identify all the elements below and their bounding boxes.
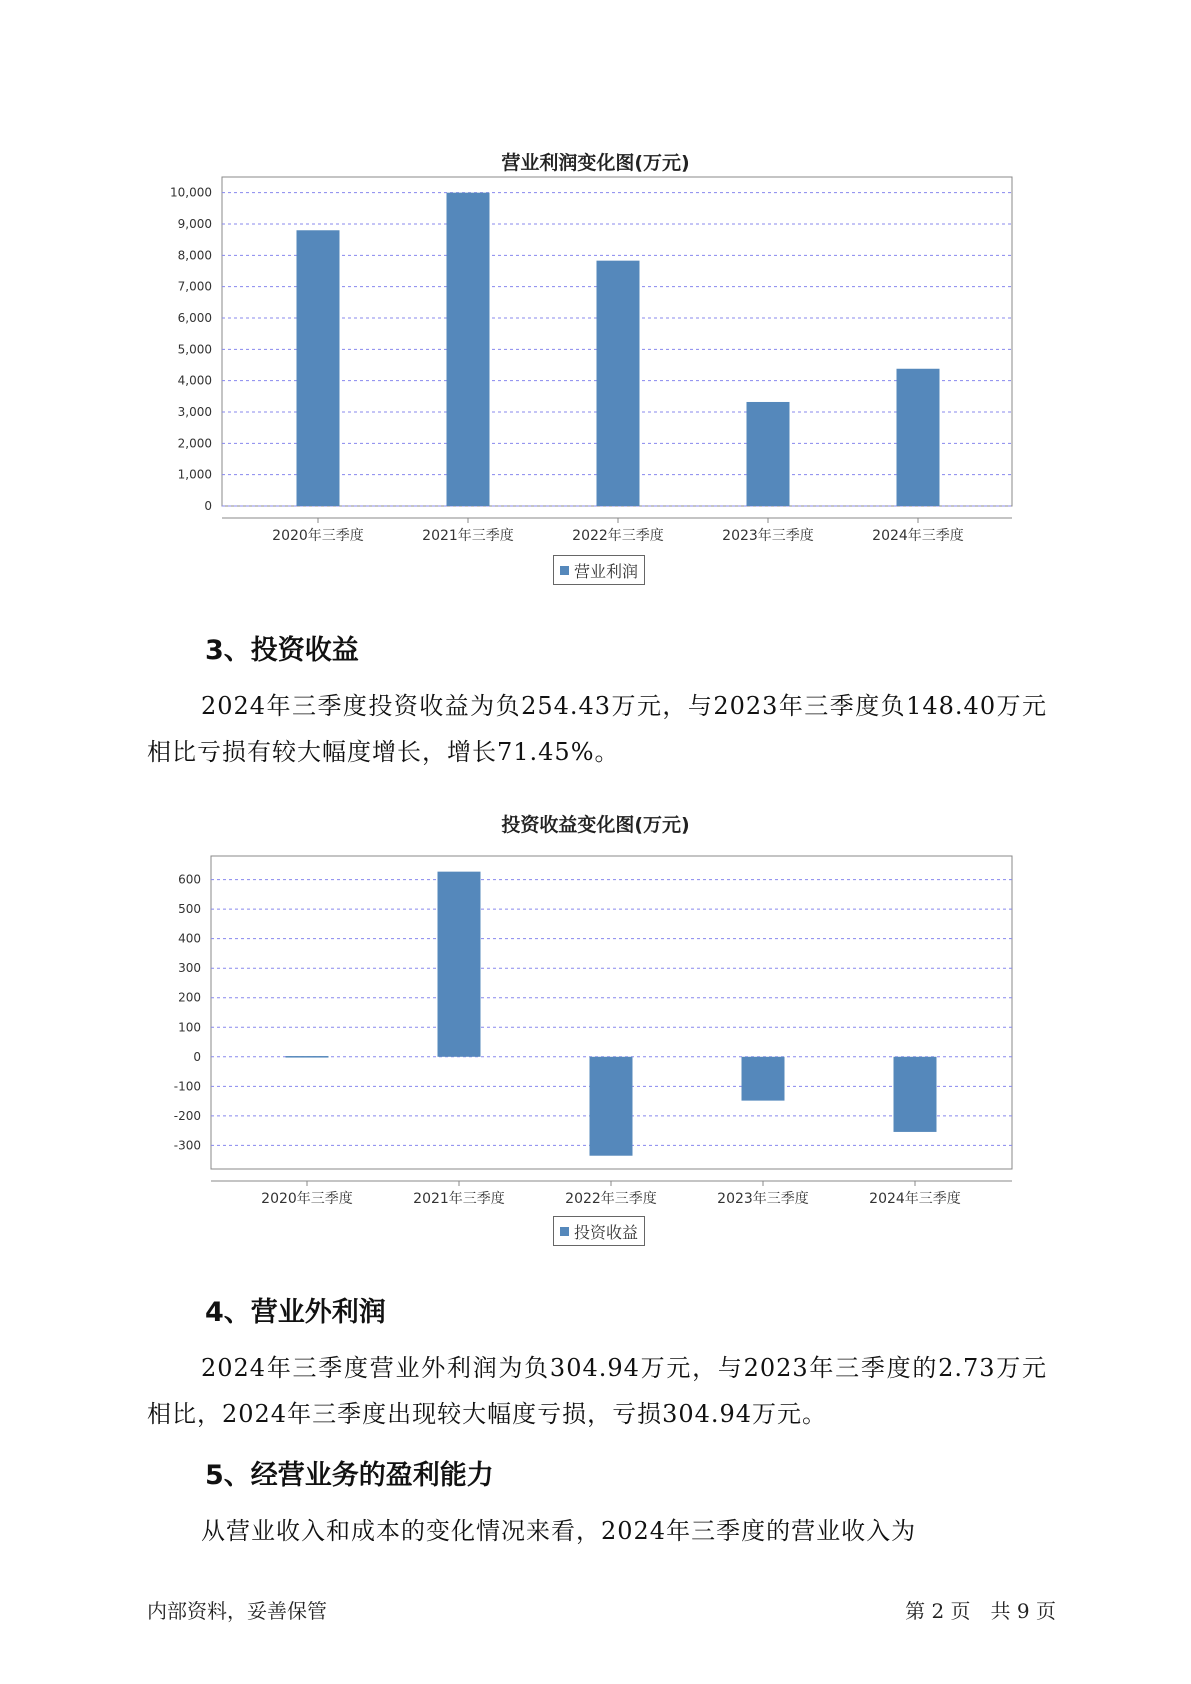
x-tick-label: 2024年三季度 [872,528,964,544]
bar [894,1057,937,1132]
y-tick-label: 10,000 [170,185,212,200]
footer-confidential: 内部资料，妥善保管 [147,1599,327,1623]
bar [747,402,790,506]
y-tick-label: 6,000 [177,311,212,325]
section-4-paragraph: 2024年三季度营业外利润为负304.94万元，与2023年三季度的2.73万元相比，2024年三季度出现较大幅度亏损，亏损304.94万元。 [147,1354,1047,1428]
chart-operating-profit [0,175,1191,544]
y-tick-label: 200 [178,990,201,1005]
chart2-title: 投资收益变化图(万元) [501,814,690,836]
y-tick-label: 4,000 [177,373,212,388]
chart1-title: 营业利润变化图(万元) [501,152,690,174]
x-tick-label: 2024年三季度 [869,1191,961,1207]
y-tick-label: 7,000 [177,279,212,294]
chart1-legend-label: 营业利润 [574,561,639,581]
y-tick-label: 0 [193,1049,201,1064]
x-tick-label: 2020年三季度 [272,528,364,544]
y-tick-label: 100 [178,1020,201,1035]
bar [742,1057,785,1101]
bar [286,1056,329,1058]
x-tick-label: 2020年三季度 [261,1191,353,1207]
y-tick-label: -200 [173,1108,201,1123]
section-4-heading: 4、营业外利润 [205,1297,386,1328]
y-tick-label: 0 [204,499,212,513]
y-tick-label: -300 [173,1138,201,1153]
x-tick-label: 2023年三季度 [722,528,814,544]
y-tick-label: 9,000 [177,217,212,231]
section-3-heading: 3、投资收益 [205,635,359,666]
y-tick-label: 3,000 [177,405,212,419]
footer-page-number: 第 2 页 共 9 页 [905,1599,1056,1623]
y-tick-label: 2,000 [177,436,212,451]
x-tick-label: 2022年三季度 [565,1191,657,1207]
bar [447,193,490,506]
chart2-legend-label: 投资收益 [574,1222,639,1242]
y-tick-label: 8,000 [177,248,212,263]
chart2-legend [553,1216,645,1246]
y-tick-label: 600 [178,872,201,887]
chart1-legend [553,555,645,585]
y-tick-label: 1,000 [177,467,212,482]
bar [597,261,640,506]
y-tick-label: 400 [178,931,201,946]
legend-swatch-icon [560,1227,569,1236]
bar [897,369,940,506]
legend-swatch-icon [560,566,569,575]
section-5-paragraph: 从营业收入和成本的变化情况来看，2024年三季度的营业收入为 [201,1517,917,1545]
y-tick-label: -100 [173,1079,201,1094]
bar [297,230,340,506]
bar [590,1057,633,1156]
y-tick-label: 5,000 [177,342,212,357]
y-tick-label: 500 [178,902,201,917]
x-tick-label: 2023年三季度 [717,1191,809,1207]
x-tick-label: 2022年三季度 [572,528,664,544]
x-tick-label: 2021年三季度 [413,1191,505,1207]
section-3-paragraph: 2024年三季度投资收益为负254.43万元，与2023年三季度负148.40万元相比亏损有较大幅度增长，增长71.45%。 [147,692,1047,766]
section-5-heading: 5、经营业务的盈利能力 [205,1460,494,1491]
bar [438,872,481,1057]
y-tick-label: 300 [178,961,201,976]
chart-investment-income [0,838,1191,1208]
x-tick-label: 2021年三季度 [422,528,514,544]
